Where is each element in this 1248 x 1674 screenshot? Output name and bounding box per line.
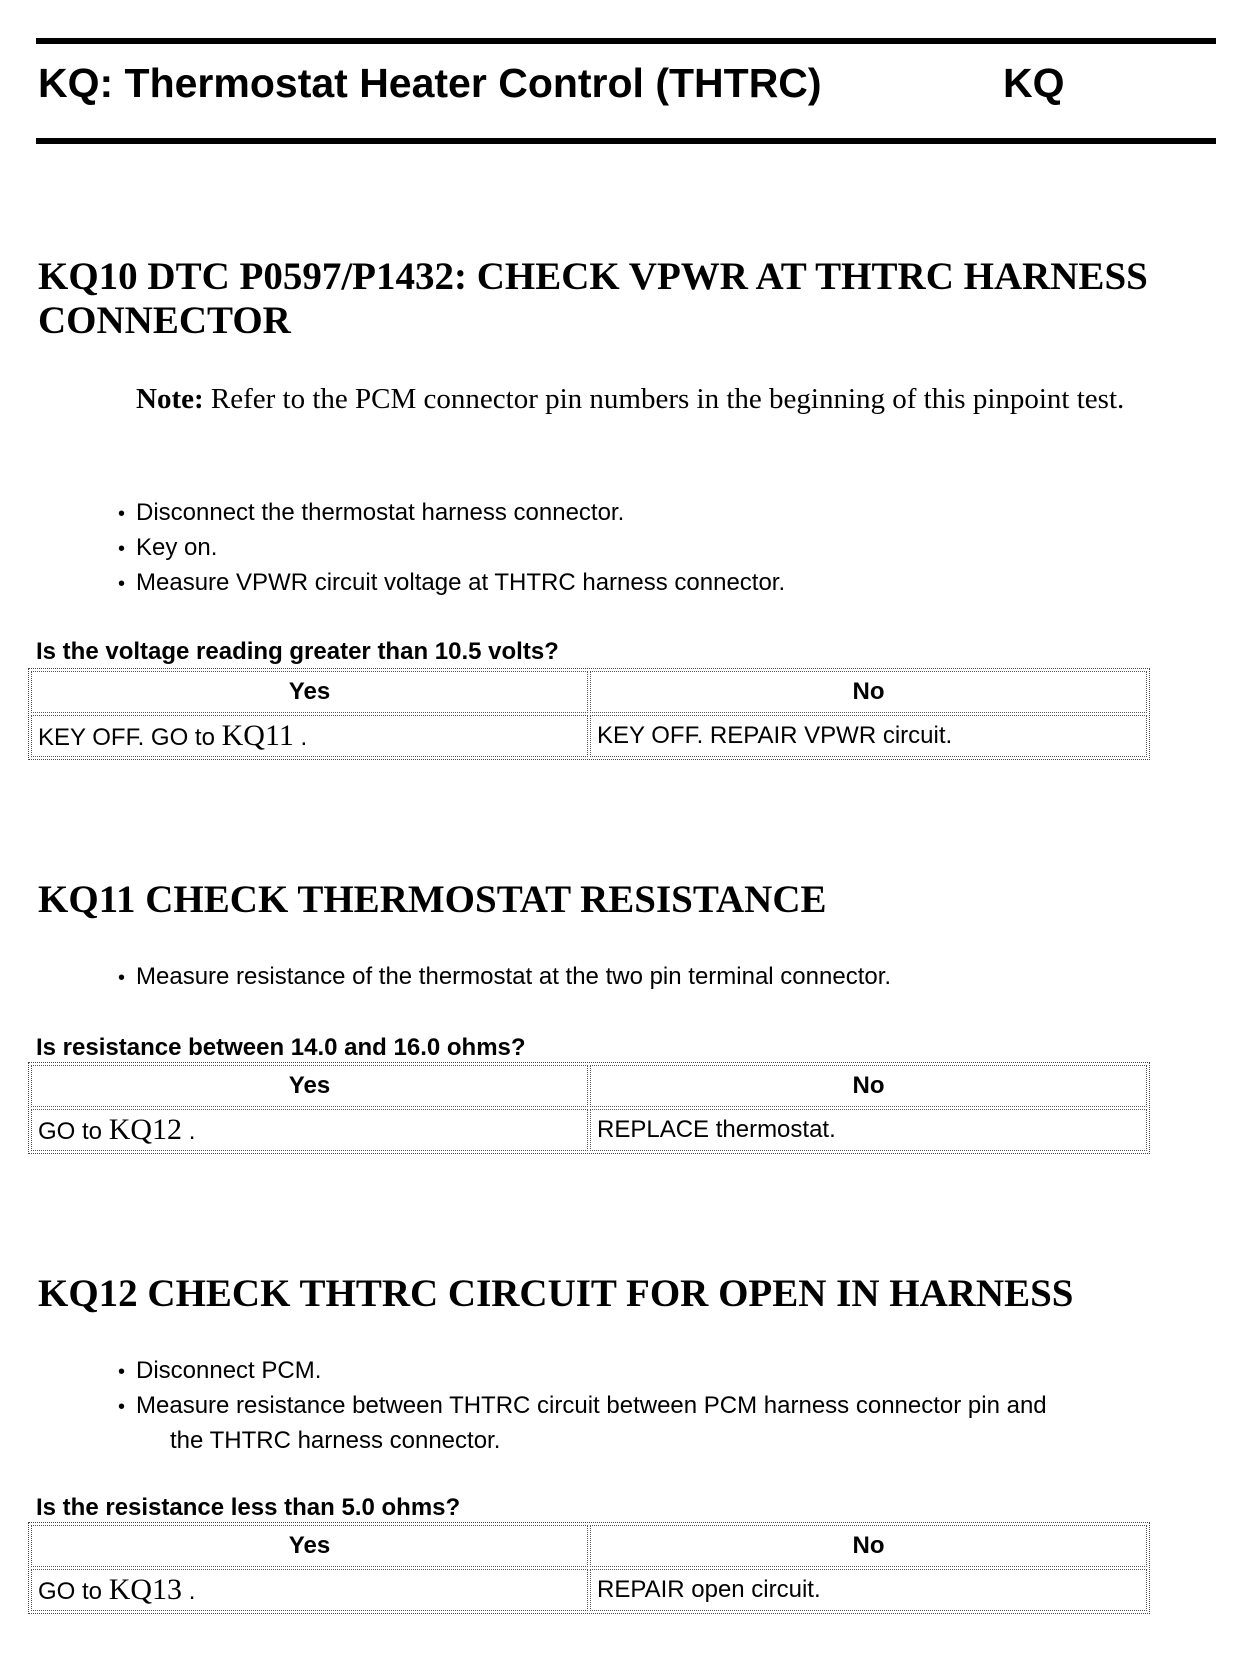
no-header: No (590, 1065, 1147, 1107)
kq12-result-table (28, 1522, 1150, 1614)
step-link-kq11[interactable]: KQ11 (221, 719, 294, 752)
kq10-question: Is the voltage reading greater than 10.5 volts? (36, 638, 559, 665)
kq10-result-table (28, 668, 1150, 760)
kq11-result-table (28, 1062, 1150, 1154)
bullet-icon: • (118, 538, 126, 560)
kq10-steps (118, 496, 785, 601)
kq12-question: Is the resistance less than 5.0 ohms? (36, 1494, 461, 1521)
kq12-steps (118, 1354, 1047, 1458)
list-item: • Disconnect PCM. (118, 1354, 1047, 1389)
page-title: KQ: Thermostat Heater Control (THTRC) (38, 60, 822, 106)
step-link-kq12[interactable]: KQ12 (108, 1113, 183, 1146)
kq11-question: Is resistance between 14.0 and 16.0 ohms? (36, 1034, 526, 1061)
bullet-icon: • (118, 967, 126, 989)
yes-action: GO to KQ13 . (31, 1569, 588, 1611)
header-top-rule (36, 38, 1216, 44)
bullet-icon: • (118, 1361, 126, 1383)
step-link-kq13[interactable]: KQ13 (108, 1573, 183, 1606)
list-item: • Key on. (118, 531, 785, 566)
yes-action: GO to KQ12 . (31, 1109, 588, 1151)
list-item: • Measure resistance between THTRC circuit between PCM harness connector pin and the THTRC harness connector. (118, 1392, 1047, 1454)
no-header: No (590, 671, 1147, 713)
kq11-steps (118, 960, 891, 995)
yes-header: Yes (31, 671, 588, 713)
header-bottom-rule (36, 138, 1216, 144)
kq10-note (136, 382, 1216, 417)
list-item: • Disconnect the thermostat harness connector. (118, 496, 785, 531)
yes-header: Yes (31, 1525, 588, 1567)
kq11-heading: KQ11 CHECK THERMOSTAT RESISTANCE (38, 878, 827, 921)
yes-action: KEY OFF. GO to KQ11 . (31, 715, 588, 757)
no-action: REPAIR open circuit. (590, 1569, 1147, 1611)
no-action: REPLACE thermostat. (590, 1109, 1147, 1151)
bullet-icon: • (118, 1396, 126, 1418)
no-header: No (590, 1525, 1147, 1567)
kq12-heading: KQ12 CHECK THTRC CIRCUIT FOR OPEN IN HARNESS (38, 1272, 1074, 1315)
list-item: • Measure resistance of the thermostat at the two pin terminal connector. (118, 960, 891, 995)
bullet-icon: • (118, 503, 126, 525)
note-text: Refer to the PCM connector pin numbers in the beginning of this pinpoint test. (210, 383, 1125, 415)
note-label: Note: (136, 383, 204, 415)
kq10-heading: KQ10 DTC P0597/P1432: CHECK VPWR AT THTRC HARNESS CONNECTOR (38, 255, 1148, 342)
list-item: • Measure VPWR circuit voltage at THTRC harness connector. (118, 566, 785, 601)
yes-header: Yes (31, 1065, 588, 1107)
page-code: KQ (1003, 60, 1065, 106)
bullet-icon: • (118, 573, 126, 595)
no-action: KEY OFF. REPAIR VPWR circuit. (590, 715, 1147, 757)
